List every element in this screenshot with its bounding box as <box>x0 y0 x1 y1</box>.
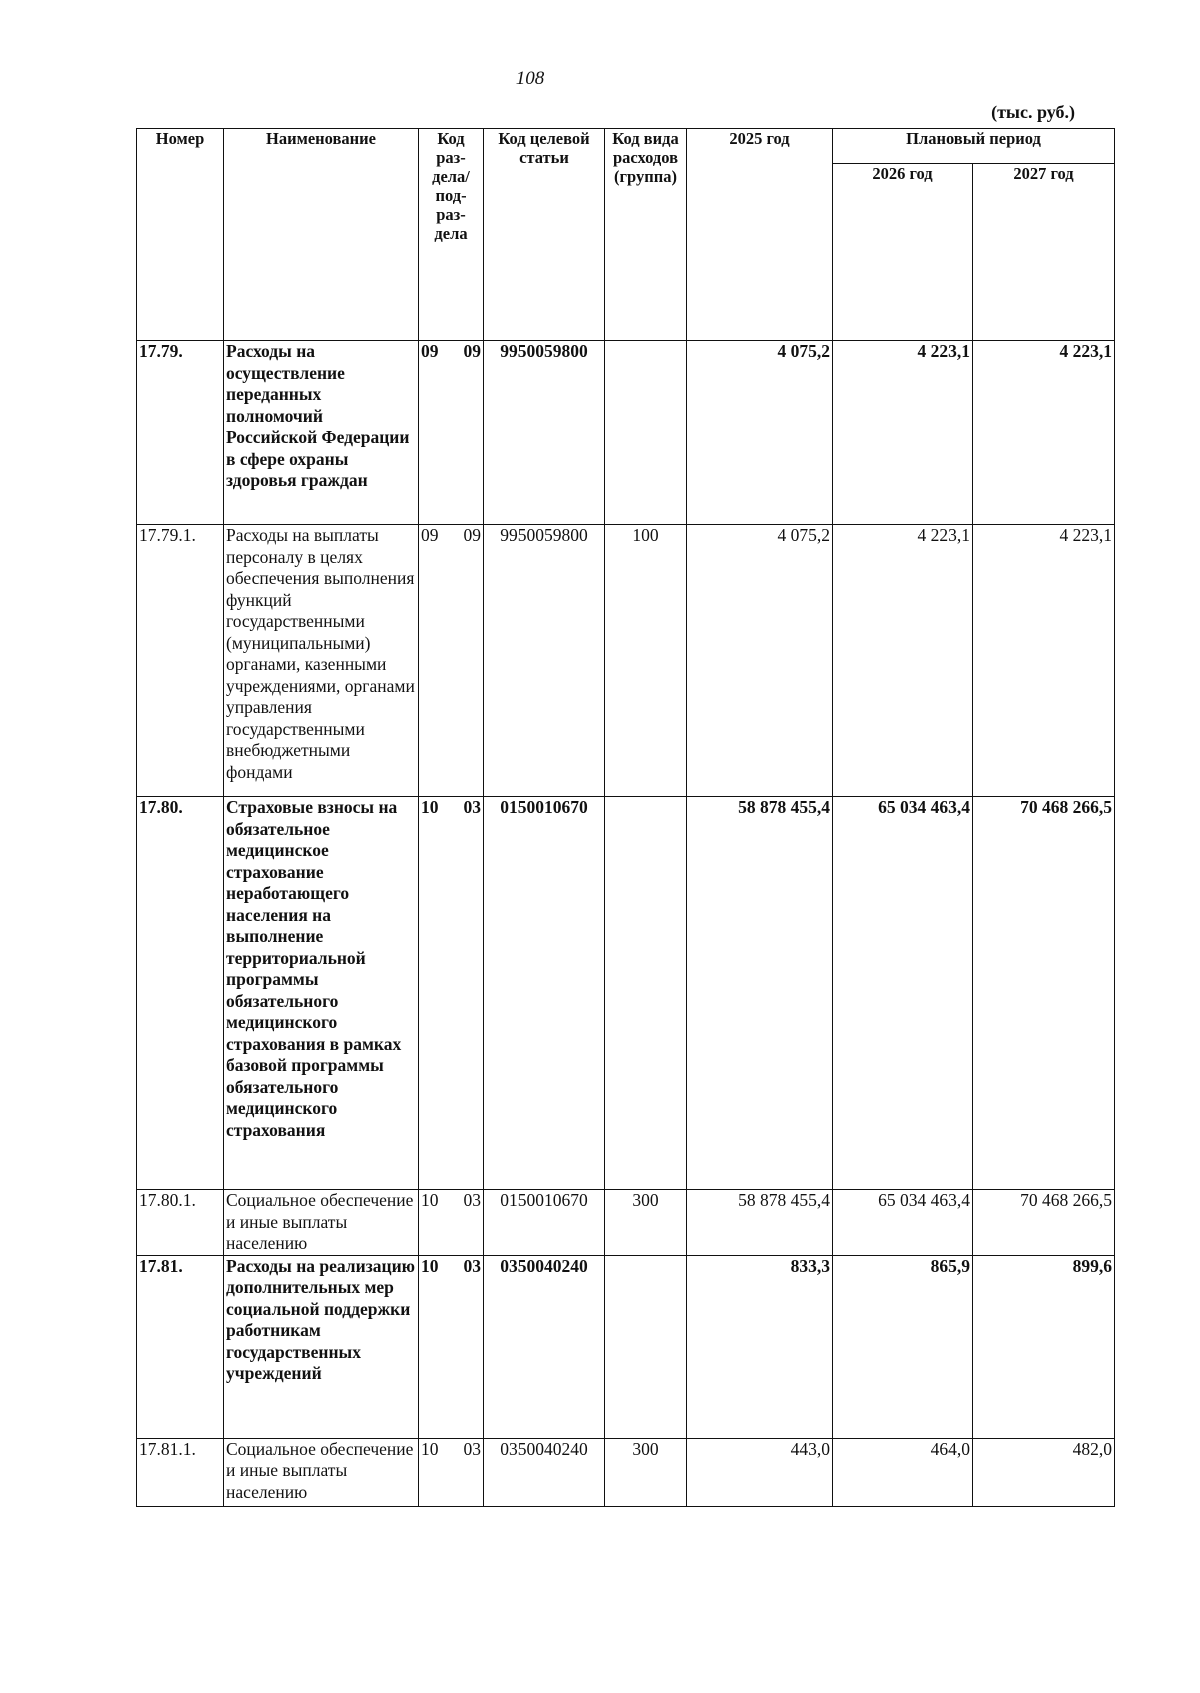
row-amount-2026: 65 034 463,4 <box>833 1190 973 1256</box>
table-row <box>137 1255 1115 1438</box>
row-amount-2026: 865,9 <box>833 1255 973 1438</box>
row-target-code: 0150010670 <box>484 1190 605 1256</box>
header-year-2027: 2027 год <box>973 164 1115 341</box>
row-section-code <box>419 341 484 525</box>
row-amount-2027: 482,0 <box>973 1438 1115 1506</box>
row-name: Страховые взносы на обязательное медицинское страхование неработающего населения на выполнение территориальной программы обязательного медицинского страхования в рамках базовой программы обязательного медицинского страхования <box>224 797 419 1190</box>
row-expense-type: 100 <box>605 525 687 797</box>
row-target-code: 9950059800 <box>484 341 605 525</box>
row-section: 09 <box>421 525 439 545</box>
row-section: 10 <box>421 1190 439 1210</box>
row-number: 17.81.1. <box>137 1438 224 1506</box>
row-subsection: 03 <box>463 797 481 817</box>
row-section: 10 <box>421 1438 439 1459</box>
table-row <box>137 1438 1115 1506</box>
row-name: Расходы на выплаты персоналу в целях обеспечения выполнения функций государственными (муниципальными) органами, казенными учреждениями, органами управления государственными внебюджетными фондами <box>224 525 419 797</box>
units-label: (тыс. руб.) <box>991 102 1075 122</box>
row-name: Социальное обеспечение и иные выплаты населению <box>224 1190 419 1256</box>
row-subsection: 03 <box>463 1255 481 1276</box>
row-amount-2027: 899,6 <box>973 1255 1115 1438</box>
header-name: Наименование <box>224 129 419 341</box>
row-section-code <box>419 1190 484 1256</box>
row-number: 17.80. <box>137 797 224 1190</box>
row-subsection: 03 <box>463 1190 481 1210</box>
row-target-code: 0350040240 <box>484 1255 605 1438</box>
row-amount-2025: 833,3 <box>687 1255 833 1438</box>
row-section: 10 <box>421 1255 439 1276</box>
row-name: Расходы на осуществление переданных полномочий Российской Федерации в сфере охраны здоровья граждан <box>224 341 419 525</box>
row-amount-2027: 4 223,1 <box>973 341 1115 525</box>
row-number: 17.79. <box>137 341 224 525</box>
row-number: 17.79.1. <box>137 525 224 797</box>
header-section-code: Код раз-дела/ под-раз-дела <box>419 129 484 341</box>
row-amount-2027: 4 223,1 <box>973 525 1115 797</box>
row-expense-type <box>605 1255 687 1438</box>
row-number: 17.80.1. <box>137 1190 224 1256</box>
row-amount-2027: 70 468 266,5 <box>973 797 1115 1190</box>
row-name: Расходы на реализацию дополнительных мер социальной поддержки работникам государственных учреждений <box>224 1255 419 1438</box>
row-amount-2027: 70 468 266,5 <box>973 1190 1115 1256</box>
row-section: 09 <box>421 341 439 361</box>
row-expense-type: 300 <box>605 1438 687 1506</box>
row-section-code <box>419 525 484 797</box>
header-planned-period: Плановый период <box>833 129 1115 164</box>
row-subsection: 03 <box>463 1438 481 1459</box>
row-name: Социальное обеспечение и иные выплаты населению <box>224 1438 419 1506</box>
header-number: Номер <box>137 129 224 341</box>
row-target-code: 0350040240 <box>484 1438 605 1506</box>
table-body <box>137 341 1115 1507</box>
row-amount-2025: 4 075,2 <box>687 525 833 797</box>
row-expense-type: 300 <box>605 1190 687 1256</box>
header-year-2025: 2025 год <box>687 129 833 341</box>
row-section-code <box>419 1438 484 1506</box>
row-amount-2025: 443,0 <box>687 1438 833 1506</box>
header-target-code: Код целевой статьи <box>484 129 605 341</box>
row-section-code <box>419 1255 484 1438</box>
table-row <box>137 341 1115 525</box>
row-section: 10 <box>421 797 439 817</box>
row-target-code: 0150010670 <box>484 797 605 1190</box>
table-row <box>137 525 1115 797</box>
row-subsection: 09 <box>463 341 481 361</box>
row-amount-2025: 58 878 455,4 <box>687 797 833 1190</box>
row-target-code: 9950059800 <box>484 525 605 797</box>
row-amount-2026: 464,0 <box>833 1438 973 1506</box>
table-header <box>137 129 1115 341</box>
header-year-2026: 2026 год <box>833 164 973 341</box>
row-expense-type <box>605 341 687 525</box>
row-amount-2025: 58 878 455,4 <box>687 1190 833 1256</box>
row-amount-2026: 4 223,1 <box>833 525 973 797</box>
page-number: 108 <box>515 68 545 89</box>
table-row <box>137 797 1115 1190</box>
row-section-code <box>419 797 484 1190</box>
row-expense-type <box>605 797 687 1190</box>
budget-table <box>136 128 1115 1507</box>
row-amount-2025: 4 075,2 <box>687 341 833 525</box>
row-subsection: 09 <box>463 525 481 545</box>
table-row <box>137 1190 1115 1256</box>
row-amount-2026: 4 223,1 <box>833 341 973 525</box>
row-amount-2026: 65 034 463,4 <box>833 797 973 1190</box>
header-expense-type-code: Код вида расходов (группа) <box>605 129 687 341</box>
row-number: 17.81. <box>137 1255 224 1438</box>
